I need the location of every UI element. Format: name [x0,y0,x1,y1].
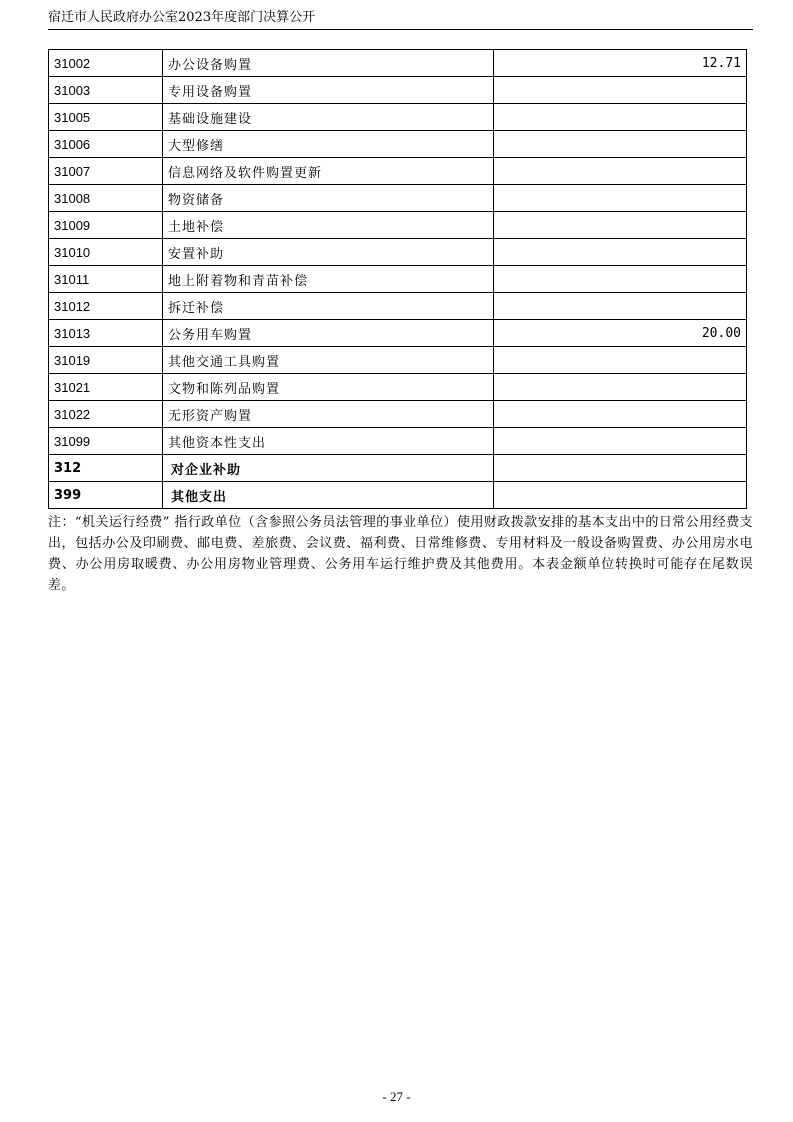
row-amount-cell [494,239,747,266]
row-code-cell: 31099 [49,428,163,455]
table-row [49,320,747,347]
row-name-cell: 无形资产购置 [163,401,494,428]
row-code-cell: 31012 [49,293,163,320]
row-name-cell: 其他支出 [163,482,494,509]
row-amount-cell [494,266,747,293]
row-amount-cell: 20.00 [494,320,747,347]
row-code-cell: 31022 [49,401,163,428]
table-row [49,131,747,158]
row-code-cell: 31019 [49,347,163,374]
table-row [49,401,747,428]
row-amount-cell [494,131,747,158]
row-code-cell: 312 [49,455,163,482]
table-row [49,455,747,482]
row-name-cell: 信息网络及软件购置更新 [163,158,494,185]
row-name-cell: 文物和陈列品购置 [163,374,494,401]
row-name-cell: 对企业补助 [163,455,494,482]
row-name-cell: 公务用车购置 [163,320,494,347]
row-name-cell: 地上附着物和青苗补偿 [163,266,494,293]
row-amount-cell [494,455,747,482]
row-name-cell: 基础设施建设 [163,104,494,131]
table-row [49,212,747,239]
row-amount-cell [494,77,747,104]
row-amount-cell [494,482,747,509]
table-note: 注：“机关运行经费” 指行政单位（含参照公务员法管理的事业单位）使用财政拨款安排的基本支出中的日常公用经费支出，包括办公及印刷费、邮电费、差旅费、会议费、福利费、日常维修费、专用材料及一般设备购置费、办公用房水电费、办公用房取暖费、办公用房物业管理费、公务用车运行维护费及其他费用。本表金额单位转换时可能存在尾数误差。 [48,515,753,593]
row-amount-cell [494,212,747,239]
table-row [49,77,747,104]
table-row [49,347,747,374]
row-name-cell: 土地补偿 [163,212,494,239]
row-name-cell: 物资储备 [163,185,494,212]
table-row [49,158,747,185]
row-amount-cell [494,185,747,212]
header-divider [48,29,753,30]
row-amount-cell [494,401,747,428]
row-code-cell: 31013 [49,320,163,347]
row-code-cell: 31011 [49,266,163,293]
table-row [49,239,747,266]
row-code-cell: 31003 [49,77,163,104]
table-row [49,428,747,455]
row-amount-cell [494,374,747,401]
row-code-cell: 31021 [49,374,163,401]
row-name-cell: 其他交通工具购置 [163,347,494,374]
table-row [49,374,747,401]
row-amount-cell [494,293,747,320]
page-number: - 27 - [382,1089,411,1104]
row-amount-cell [494,428,747,455]
row-amount-cell [494,158,747,185]
row-code-cell: 31002 [49,50,163,77]
row-name-cell: 大型修缮 [163,131,494,158]
row-name-cell: 办公设备购置 [163,50,494,77]
row-amount-cell [494,104,747,131]
row-code-cell: 31005 [49,104,163,131]
row-name-cell: 拆迁补偿 [163,293,494,320]
row-name-cell: 专用设备购置 [163,77,494,104]
row-code-cell: 31006 [49,131,163,158]
table-row [49,482,747,509]
row-amount-cell [494,347,747,374]
row-name-cell: 其他资本性支出 [163,428,494,455]
table-row [49,293,747,320]
expenditure-table-body [49,50,747,509]
table-row [49,104,747,131]
row-code-cell: 31007 [49,158,163,185]
table-row [49,185,747,212]
row-name-cell: 安置补助 [163,239,494,266]
expenditure-table [48,49,747,509]
row-code-cell: 399 [49,482,163,509]
row-code-cell: 31008 [49,185,163,212]
row-code-cell: 31010 [49,239,163,266]
row-amount-cell: 12.71 [494,50,747,77]
document-header: 宿迁市人民政府办公室2023年度部门决算公开 [48,10,316,25]
row-code-cell: 31009 [49,212,163,239]
table-row [49,266,747,293]
table-row [49,50,747,77]
